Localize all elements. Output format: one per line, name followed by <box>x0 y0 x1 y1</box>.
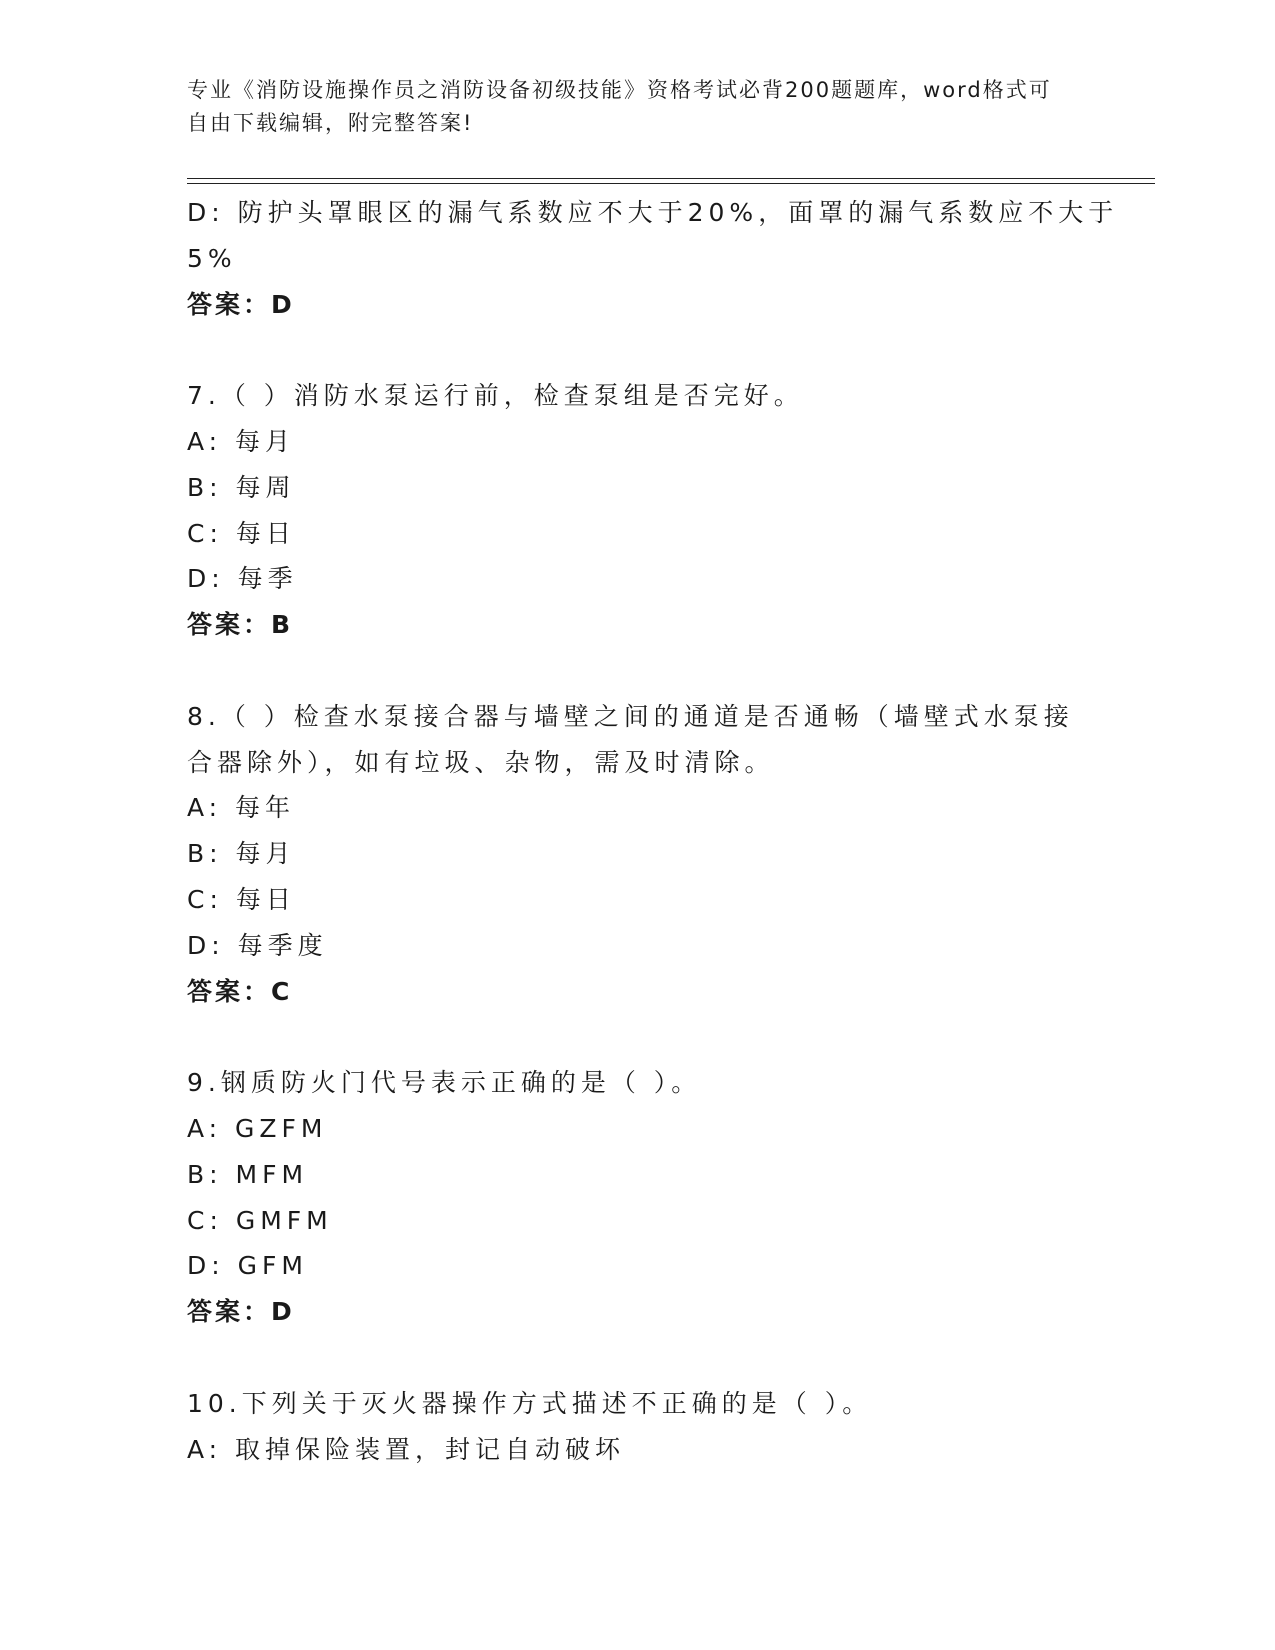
option-b: B: 每月 <box>187 839 296 869</box>
answer-line <box>187 602 1087 648</box>
option-c: C: GMFM <box>187 1205 333 1235</box>
header-divider-top <box>187 178 1155 179</box>
answer-label: 答案： <box>187 610 272 640</box>
option-d: D: 每季度 <box>187 930 328 960</box>
option-c: C: 每日 <box>187 518 296 548</box>
answer-value: D <box>271 1297 293 1327</box>
document-header: 专业《消防设施操作员之消防设备初级技能》资格考试必背200题题库，word格式可自由下载编辑，附完整答案! <box>187 78 1052 135</box>
option-d-continued: 5% <box>187 243 237 273</box>
answer-label: 答案： <box>187 1297 272 1327</box>
option-d: D: 防护头罩眼区的漏气系数应不大于20%，面罩的漏气系数应不大于 <box>187 198 1119 227</box>
option-b: B: MFM <box>187 1159 309 1189</box>
answer-line <box>187 969 1087 1015</box>
option-a: A: GZFM <box>187 1113 328 1143</box>
question-stem-8-continued: 合器除外），如有垃圾、杂物，需及时清除。 <box>187 747 775 777</box>
question-stem-10: 10.下列关于灭火器操作方式描述不正确的是（ ）。 <box>187 1388 873 1418</box>
option-c: C: 每日 <box>187 884 296 914</box>
answer-label: 答案： <box>187 976 272 1006</box>
question-stem-7: 7.（ ）消防水泵运行前，检查泵组是否完好。 <box>187 381 804 411</box>
option-a: A: 每月 <box>187 426 296 456</box>
answer-label: 答案： <box>187 289 272 319</box>
option-a: A: 取掉保险装置，封记自动破坏 <box>187 1434 626 1464</box>
option-d: D: GFM <box>187 1251 308 1281</box>
answer-value: B <box>271 610 292 640</box>
option-d: D: 每季 <box>187 564 298 594</box>
option-a: A: 每年 <box>187 793 296 823</box>
option-b: B: 每周 <box>187 472 296 502</box>
question-stem-8: 8.（ ）检查水泵接合器与墙壁之间的通道是否通畅（墙壁式水泵接 <box>187 701 1074 731</box>
answer-line <box>187 1289 1087 1335</box>
answer-value: C <box>271 976 291 1006</box>
question-list <box>187 190 1119 1472</box>
question-stem-9: 9.钢质防火门代号表示正确的是（ ）。 <box>187 1068 702 1098</box>
answer-value: D <box>271 289 293 319</box>
answer-line <box>187 282 1087 328</box>
header-divider-bottom <box>187 183 1155 184</box>
